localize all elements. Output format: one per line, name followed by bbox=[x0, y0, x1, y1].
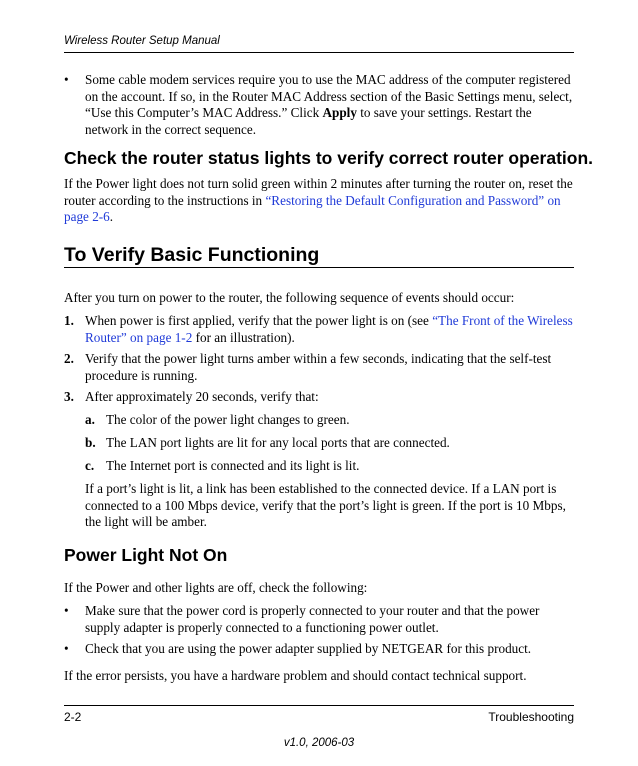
verify-intro: After you turn on power to the router, the following sequence of events should occur: bbox=[64, 290, 515, 305]
front-of-router-link[interactable]: “The Front of the Wireless Router” on page 1-2 bbox=[85, 313, 573, 345]
power-light-heading: Power Light Not On bbox=[64, 545, 228, 565]
header-rule bbox=[64, 52, 574, 53]
check-status-paragraph: If the Power light does not turn solid green within 2 minutes after turning the router on, reset the router according to the instructions in “Restoring the Default Configuration and Password” on page 2-6. bbox=[64, 176, 573, 224]
footer-rule bbox=[64, 705, 574, 706]
port-light-note: If a port’s light is lit, a link has been established to the connected device. If a LAN port is connected to a 100 Mbps device, verify that the port’s light is green. If the port is 10 Mbps, the light will be amber. bbox=[85, 481, 566, 529]
check-status-heading: Check the router status lights to verify correct router operation. bbox=[64, 148, 593, 168]
page-number: 2-2 bbox=[64, 710, 82, 724]
closing-paragraph: If the error persists, you have a hardware problem and should contact technical support. bbox=[64, 668, 527, 683]
running-header: Wireless Router Setup Manual bbox=[64, 35, 220, 47]
verify-basic-heading: To Verify Basic Functioning bbox=[64, 244, 320, 266]
apply-term: Apply bbox=[322, 105, 357, 120]
version-label: v1.0, 2006-03 bbox=[283, 737, 355, 749]
intro-bullet-text: Some cable modem services require you to use the MAC address of the computer registered on the account. If so, in the Router MAC Address section of the Basic Settings menu, select, “Use this Computer’s MAC Address.” Click Apply to save your settings. Restart the network in the correct sequence. bbox=[85, 72, 573, 137]
chapter-name: Troubleshooting bbox=[488, 710, 574, 724]
bullet-mark: • bbox=[64, 72, 69, 87]
manual-page: Wireless Router Setup Manual • Some cable modem services require you to use the MAC address of the computer registered on the account. If so, in the Router MAC Address section of the Basic Settings menu, select, “Use this Computer’s MAC Address.” Click Apply to save your settings. Restart the network in the correct sequence. Check the router status lights to verify correct router operation. If the Power light does not turn solid green within 2 minutes after turning the router on, reset the router according to the instructions in “Restoring the Default Configuration and Password” on page 2-6. To Verify Basic Functioning After you turn on power to the router, the following sequence of events should occur: 1. When power is first applied, verify that the power light is on (see “The Front of the Wireless Router” on page 1-2 for an illustration). 2. Verify that the power light turns amber within a few seconds, indicating that the self-test procedure is running. 3. After approximately 20 seconds, verify that: a. The color of the power light changes to green. b. The LAN port lights are lit for any local ports that are connected. c. The Internet port is connected and its light is lit. If a port’s light is lit, a link has been established to the connected device. If a LAN port is connected to a 100 Mbps device, verify that the port’s light is green. If the port is 10 Mbps, the light will be amber. Power Light Not On If the Power and other lights are off, check the following: • Make sure that the power cord is properly connected to your router and that the power supply adapter is properly connected to a functioning power outlet. • Check that you are using the power adapter supplied by NETGEAR for this product. If the error persists, you have a hardware problem and should contact technical support. 2-2 Troubleshooting v1.0, 2006-03 bbox=[0, 0, 638, 766]
restore-defaults-link[interactable]: “Restoring the Default Configuration and Password” on page 2-6 bbox=[64, 192, 561, 224]
section-rule bbox=[64, 267, 574, 268]
power-intro: If the Power and other lights are off, check the following: bbox=[64, 580, 368, 595]
